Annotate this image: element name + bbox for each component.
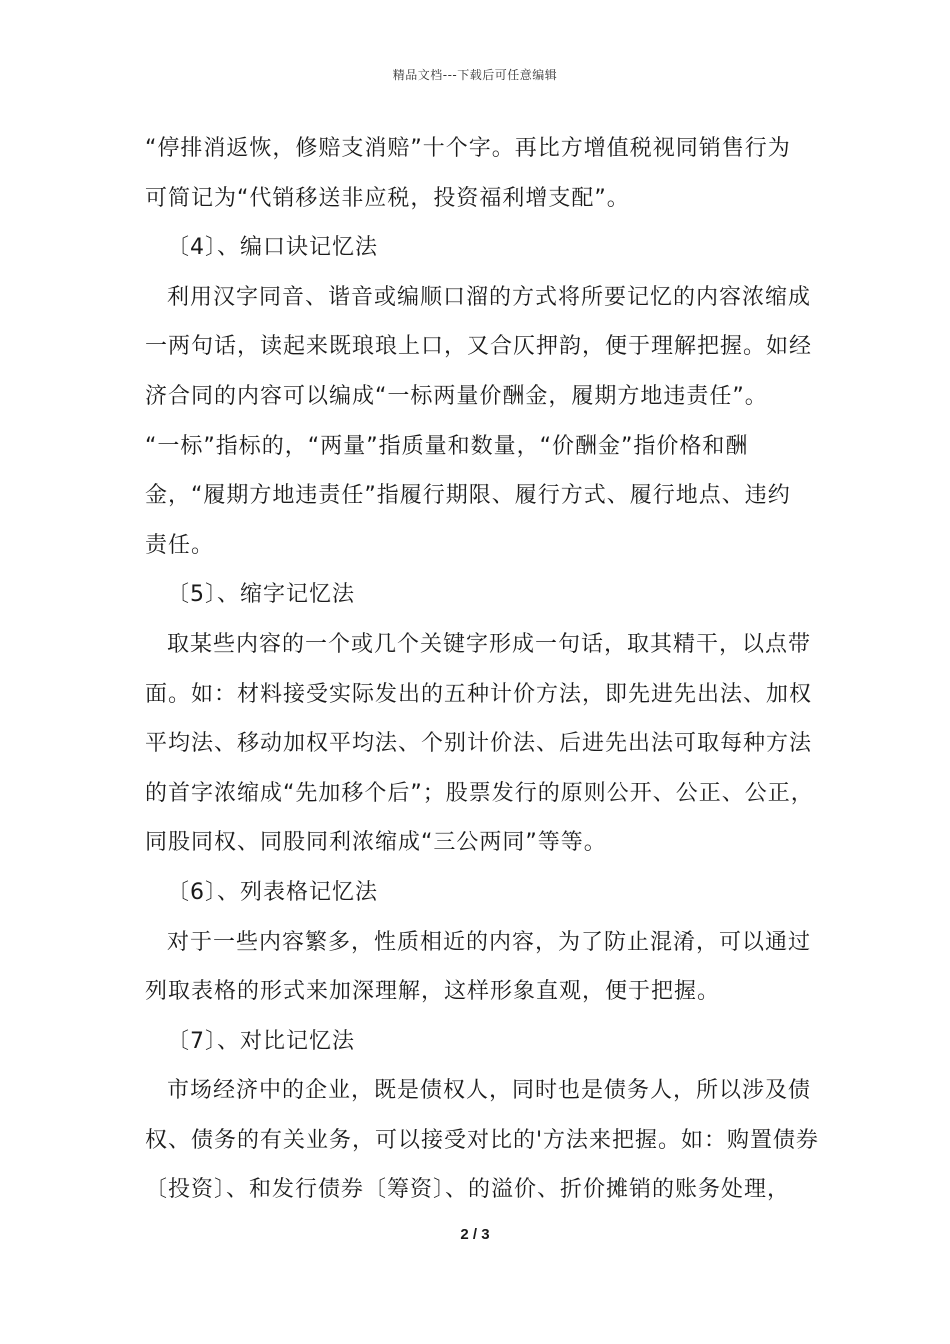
text-line: 金，“履期方地违责任”指履行期限、履行方式、履行地点、违约 [145,483,791,509]
page-number: 2 / 3 [460,1226,490,1243]
page-header: 精品文档---下载后可任意编辑 [392,68,558,82]
section-heading: 〔7〕、对比记忆法 [167,1028,355,1054]
text-line: 责任。 [145,532,215,558]
text-line: 一两句话，读起来既琅琅上口，又合仄押韵，便于理解把握。如经 [145,334,813,360]
paragraph-first-line: 利用汉字同音、谐音或编顺口溜的方式将所要记忆的内容浓缩成 [167,284,812,310]
paragraph-first-line: 取某些内容的一个或几个关键字形成一句话，取其精干，以点带 [167,631,812,657]
text-line: “一标”指标的，“两量”指质量和数量，“价酬金”指价格和酬 [145,433,749,459]
text-line: 可简记为“代销移送非应税，投资福利增支配”。 [145,185,630,211]
body-text [145,124,820,1215]
text-line: 济合同的内容可以编成“一标两量价酬金，履期方地违责任”。 [145,383,768,409]
text-line: 同股同权、同股同利浓缩成“三公两同”等等。 [145,830,607,856]
paragraph-first-line: 对于一些内容繁多，性质相近的内容，为了防止混淆，可以通过 [167,929,812,955]
text-line: “停排消返恢，修赔支消赔”十个字。再比方增值税视同销售行为 [145,136,791,161]
paragraph-first-line: 市场经济中的企业，既是债权人，同时也是债务人，所以涉及债 [167,1078,812,1104]
section-heading: 〔4〕、编口诀记忆法 [167,235,378,261]
section-heading: 〔6〕、列表格记忆法 [167,879,378,905]
text-line: 的首字浓缩成“先加移个后”；股票发行的原则公开、公正、公正， [145,780,814,806]
text-line: 权、债务的有关业务，可以接受对比的'方法来把握。如：购置债券 [145,1127,820,1153]
text-line: 面。如：材料接受实际发出的五种计价方法，即先进先出法、加权 [145,681,813,707]
text-line: 平均法、移动加权平均法、个别计价法、后进先出法可取每种方法 [145,731,813,757]
text-line: 〔投资〕、和发行债券〔筹资〕、的溢价、折价摊销的账务处理， [145,1177,791,1203]
section-heading: 〔5〕、缩字记忆法 [167,582,355,608]
text-line: 列取表格的形式来加深理解，这样形象直观，便于把握。 [145,979,721,1005]
